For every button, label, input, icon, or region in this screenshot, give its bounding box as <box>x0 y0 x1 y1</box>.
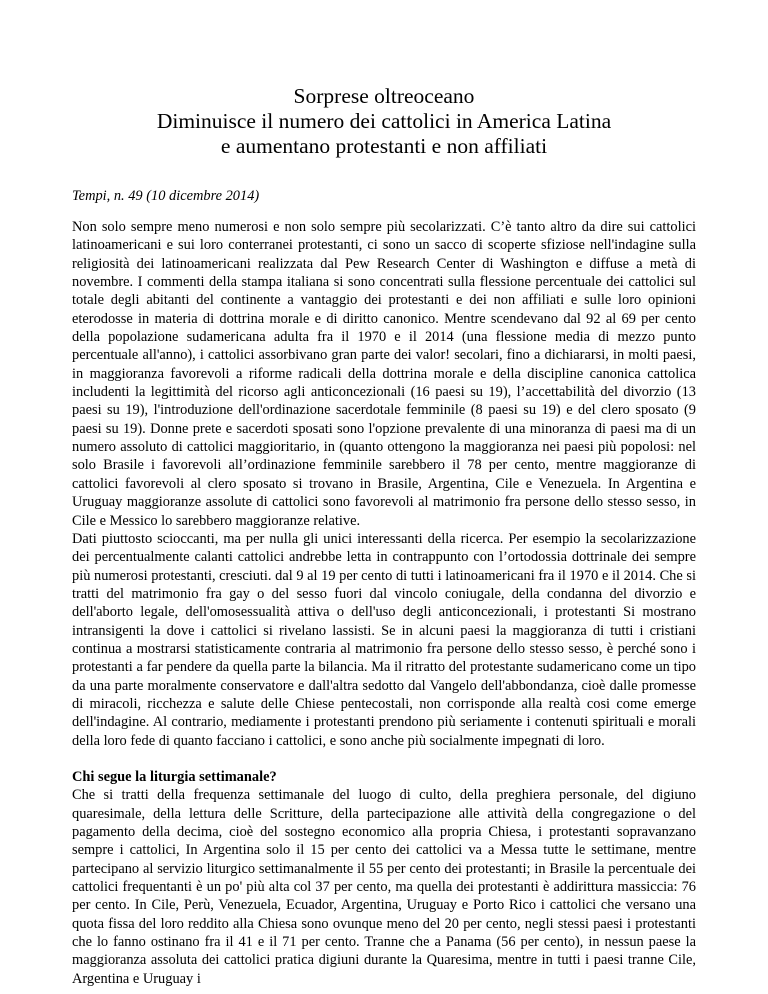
paragraph-2: Dati piuttosto scioccanti, ma per nulla gli unici interessanti della ricerca. Per esempio la secolarizzazione dei percentualmente calanti cattolici andrebbe letta in contrappunto con l’ortodossia dottrinale dei sempre più numerosi protestanti, cresciuti. dal 9 al 19 per cento di tutti i latinoamericani fra il 1970 e il 2014. Che si tratti del matrimonio fra gay o del sesso fuori dal vincolo coniugale, della condanna del divorzio e dell'aborto legale, dell'omosessualità attiva o dell'uso degli anticoncezionali, i protestanti Si mostrano intransigenti la dove i cattolici si rivelano lassisti. Se in alcuni paesi la maggioranza di tutti i cristiani continua a mostrarsi statisticamente contraria al matrimonio fra persone dello stesso sesso, è perché sono i protestanti a far pendere da quella parte la bilancia. Ma il ritratto del protestante sudamericano come un tipo da una parte moralmente conservatore e dall'altra sedotto dal Vangelo dell'abbondanza, cioè dalle promesse di miracoli, ricchezza e salute delle Chiese pentecostali, non corrisponde alla realtà cosi come emerge dell'indagine. Al contrario, mediamente i protestanti prendono più seriamente i contenuti spirituali e morali della loro fede di quanto facciano i cattolici, e sono anche più socialmente impegnati di loro. <box>72 530 696 749</box>
paragraph-3: Che si tratti della frequenza settimanale del luogo di culto, della preghiera personale, del digiuno quaresimale, della lettura delle Scritture, della partecipazione alle attività della congregazione o del pagamento della decima, cioè del sostegno economico alla propria Chiesa, i protestanti sopravanzano sempre i cattolici, In Argentina solo il 15 per cento dei cattolici va a Messa tutte le settimane, mentre partecipano al servizio liturgico settimanalmente il 55 per cento dei protestanti; in Brasile la percentuale dei cattolici frequentanti è un po' più alta col 37 per cento, ma quella dei protestanti è addirittura massiccia: 76 per cento. In Cile, Perù, Venezuela, Ecuador, Argentina, Uruguay e Porto Rico i cattolici che versano una quota fissa del loro reddito alla Chiesa sono ovunque meno del 20 per cento, negli stessi paesi i protestanti che lo fanno ostinano fra il 41 e il 71 per cento. Tranne che a Panama (56 per cento), in nessun paese la maggioranza assoluta dei cattolici pratica digiuni durante la Quaresima, mentre in tutti i paesi tranne Cile, Argentina e Uruguay i <box>72 787 696 987</box>
paragraph-1: Non solo sempre meno numerosi e non solo sempre più secolarizzati. C’è tanto altro da dire sui cattolici latinoamericani e sui loro conterranei protestanti, ci sono un sacco di scoperte sfiziose nell'indagine sulla religiosità dei latinoamericani realizzata dal Pew Research Center di Washington e diffuse a metà di novembre. I commenti della stampa italiana si sono concentrati sulla flessione percentuale dei cattolici sul totale degli abitanti del continente a vantaggio dei protestanti e dei non affiliati e sulle loro opinioni eterodosse in materia di dottrina morale e di diritto canonico. Mentre scendevano dal 92 al 69 per cento della popolazione sudamericana adulta fra il 1970 e il 2014 (una flessione media di mezzo punto percentuale all'anno), i cattolici assorbivano gran parte dei valor! secolari, fino a dichiararsi, in molti paesi, in maggioranza favorevoli a riforme radicali della dottrina morale e della discipline canonica cattolica includenti la legittimità del ricorso agli anticoncezionali (16 paesi su 19), l’accettabilità del divorzio (13 paesi su 19), l'introduzione dell'ordinazione sacerdotale femminile (8 paesi su 19) e del clero sposato (9 paesi su 19). Donne prete e sacerdoti sposati sono l'opzione prevalente di una minoranza di paesi ma di un numero assoluto di cattolici maggioritario, in (quanto ottengono la maggioranza nei paesi più popolosi: nel solo Brasile i favorevoli all’ordinazione femminile sarebbero il 78 per cento, mentre maggioranze di cattolici favorevoli al clero sposato si trovano in Brasile, Argentina, Cile e Venezuela. In Argentina e Uruguay maggioranze assolute di cattolici sono favorevoli al matrimonio fra persone dello stesso sesso, in Cile e Messico lo sarebbero maggioranze relative. <box>72 219 696 529</box>
title-block <box>72 84 696 159</box>
document-subtitle-line-2: e aumentano protestanti e non affiliati <box>220 134 548 158</box>
document-subtitle-line-1: Diminuisce il numero dei cattolici in America Latina <box>156 109 612 133</box>
source-citation: Tempi, n. 49 (10 dicembre 2014) <box>72 188 260 204</box>
document-title: Sorprese oltreoceano <box>293 84 475 108</box>
section-heading: Chi segue la liturgia settimanale? <box>72 768 277 785</box>
document-page <box>72 0 696 988</box>
